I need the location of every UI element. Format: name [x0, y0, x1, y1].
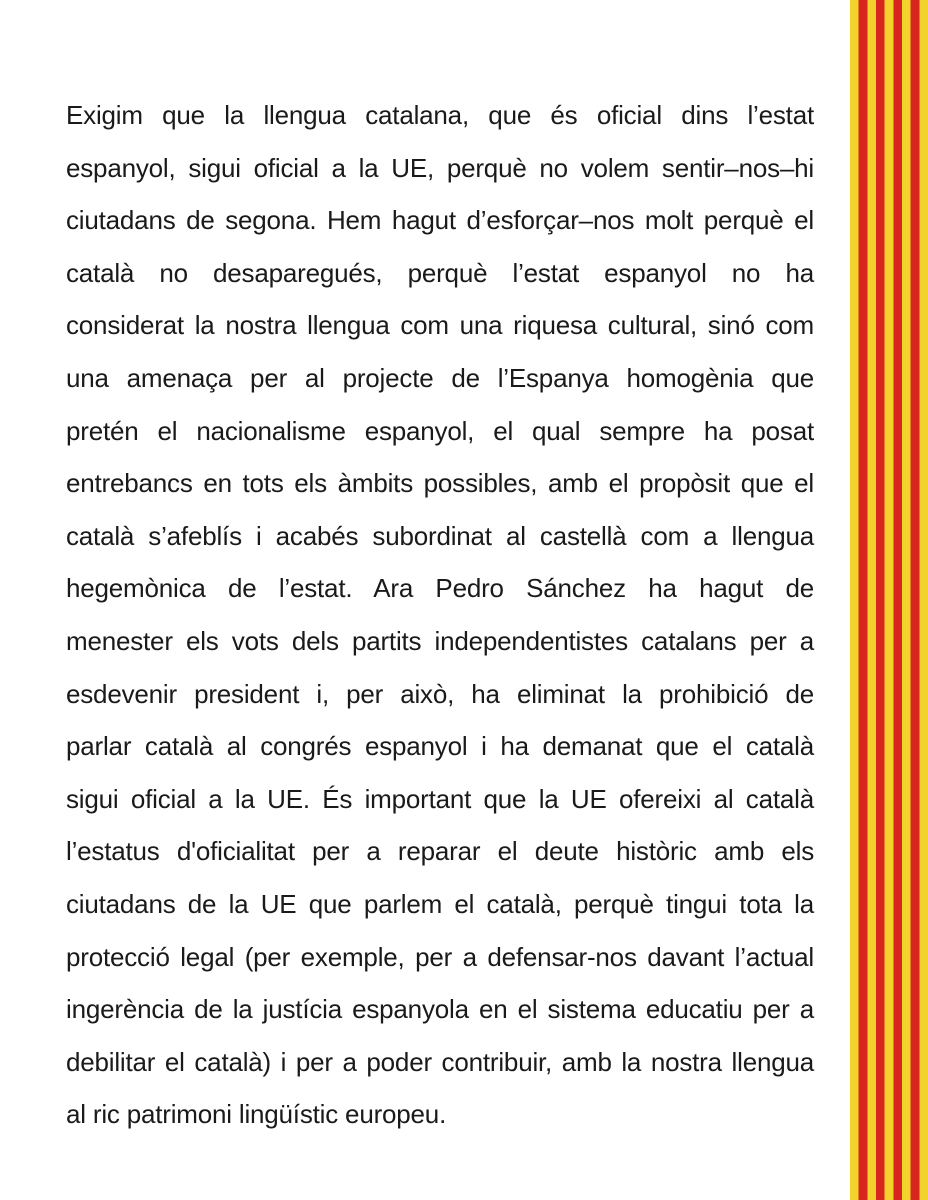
paragraph-line: entrebancs en tots els àmbits possibles, amb el propòsit que el — [66, 468, 814, 499]
catalan-flag-stripes — [850, 0, 928, 1200]
paragraph-line: hegemònica de l’estat. Ara Pedro Sánchez ha hagut de — [66, 573, 814, 604]
body-paragraph — [66, 89, 814, 1141]
paragraph-line: català no desaparegués, perquè l’estat espanyol no ha — [66, 257, 814, 288]
paragraph-line: debilitar el català) i per a poder contribuir, amb la nostra llengua — [66, 1046, 814, 1077]
paragraph-line: esdevenir president i, per això, ha eliminat la prohibició de — [66, 678, 814, 709]
paragraph-line: pretén el nacionalisme espanyol, el qual sempre ha posat — [66, 415, 814, 446]
paragraph-line: sigui oficial a la UE. És important que la UE ofereixi al català — [66, 783, 814, 814]
paragraph-line: ingerència de la justícia espanyola en el sistema educatiu per a — [66, 994, 814, 1025]
paragraph-line: l’estatus d'oficialitat per a reparar el deute històric amb els — [66, 836, 814, 867]
paragraph-line: català s’afeblís i acabés subordinat al castellà com a llengua — [66, 520, 814, 551]
paragraph-line: parlar català al congrés espanyol i ha demanat que el català — [66, 731, 814, 762]
paragraph-line: espanyol, sigui oficial a la UE, perquè no volem sentir–nos–hi — [66, 152, 814, 183]
paragraph-line: ciutadans de la UE que parlem el català, perquè tingui tota la — [66, 888, 814, 919]
paragraph-line: ciutadans de segona. Hem hagut d’esforçar–nos molt perquè el — [66, 205, 814, 236]
paragraph-line: considerat la nostra llengua com una riquesa cultural, sinó com — [66, 310, 814, 341]
paragraph-line: al ric patrimoni lingüístic europeu. — [66, 1099, 447, 1130]
paragraph-line: una amenaça per al projecte de l’Espanya homogènia que — [66, 362, 814, 393]
paragraph-line: protecció legal (per exemple, per a defensar-nos davant l’actual — [66, 941, 814, 972]
paragraph-line: Exigim que la llengua catalana, que és oficial dins l’estat — [66, 100, 814, 130]
paragraph-line: menester els vots dels partits independentistes catalans per a — [66, 625, 814, 656]
